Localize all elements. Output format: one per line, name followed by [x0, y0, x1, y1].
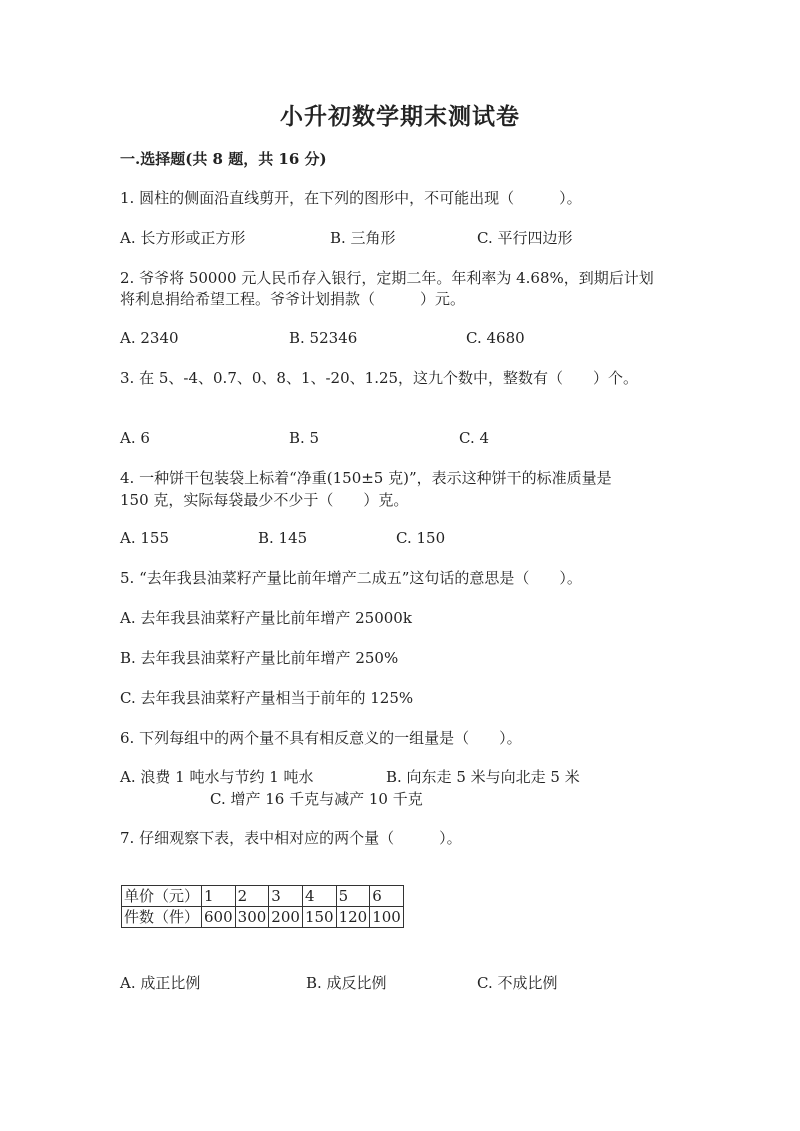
- table-row-header: 单价（元）: [122, 886, 202, 907]
- question-1-option-c: C. 平行四边形: [477, 229, 573, 247]
- table-row: [122, 907, 404, 928]
- question-4-option-a: A. 155: [120, 529, 169, 547]
- table-cell: 5: [336, 886, 370, 907]
- question-2-text-line-1: 2. 爷爷将 50000 元人民币存入银行，定期二年。年利率为 4.68%，到期后计划: [120, 269, 654, 287]
- question-3-option-b: B. 5: [289, 429, 320, 447]
- question-2-option-a: A. 2340: [120, 329, 179, 347]
- question-4-option-b: B. 145: [258, 529, 308, 547]
- section-heading: 一.选择题(共 8 题，共 16 分): [120, 150, 327, 168]
- table-cell: 6: [370, 886, 404, 907]
- question-5-option-c: C. 去年我县油菜籽产量相当于前年的 125%: [120, 689, 414, 707]
- price-quantity-table: [121, 885, 404, 928]
- table-cell: 120: [336, 907, 370, 928]
- question-2-text-line-2: 将利息捐给希望工程。爷爷计划捐款（ ）元。: [120, 290, 466, 308]
- table-cell: 600: [202, 907, 236, 928]
- question-4-text-line-2: 150 克，实际每袋最少不少于（ ）克。: [120, 491, 409, 509]
- table-row: [122, 886, 404, 907]
- table-cell: 150: [302, 907, 336, 928]
- question-6-option-a: A. 浪费 1 吨水与节约 1 吨水: [120, 768, 314, 786]
- table-cell: 300: [235, 907, 269, 928]
- question-7-text: 7. 仔细观察下表，表中相对应的两个量（ ）。: [120, 829, 462, 847]
- question-6-text: 6. 下列每组中的两个量不具有相反意义的一组量是（ ）。: [120, 729, 522, 747]
- table-cell: 4: [302, 886, 336, 907]
- question-1-text: 1. 圆柱的侧面沿直线剪开，在下列的图形中，不可能出现（ ）。: [120, 189, 582, 207]
- question-2-option-c: C. 4680: [466, 329, 525, 347]
- question-2-option-b: B. 52346: [289, 329, 358, 347]
- page-title: 小升初数学期末测试卷: [280, 103, 520, 130]
- question-1-option-a: A. 长方形或正方形: [120, 229, 246, 247]
- table-cell: 100: [370, 907, 404, 928]
- question-1-option-b: B. 三角形: [330, 229, 396, 247]
- table-cell: 1: [202, 886, 236, 907]
- table-row-header: 件数（件）: [122, 907, 202, 928]
- question-6-option-c: C. 增产 16 千克与减产 10 千克: [210, 790, 423, 808]
- table-cell: 2: [235, 886, 269, 907]
- question-5-option-b: B. 去年我县油菜籽产量比前年增产 250%: [120, 649, 399, 667]
- table-cell: 3: [269, 886, 303, 907]
- question-5-text: 5. “去年我县油菜籽产量比前年增产二成五”这句话的意思是（ ）。: [120, 569, 582, 587]
- question-3-text: 3. 在 5、-4、0.7、0、8、1、-20、1.25，这九个数中，整数有（ ）个。: [120, 369, 639, 387]
- question-7-option-c: C. 不成比例: [477, 974, 558, 992]
- question-7-option-a: A. 成正比例: [120, 974, 201, 992]
- question-4-option-c: C. 150: [396, 529, 446, 547]
- question-4-text-line-1: 4. 一种饼干包装袋上标着“净重(150±5 克)”，表示这种饼干的标准质量是: [120, 469, 612, 487]
- question-3-option-c: C. 4: [459, 429, 490, 447]
- question-7-option-b: B. 成反比例: [306, 974, 387, 992]
- question-5-option-a: A. 去年我县油菜籽产量比前年增产 25000k: [120, 609, 412, 627]
- table-cell: 200: [269, 907, 303, 928]
- question-6-option-b: B. 向东走 5 米与向北走 5 米: [386, 768, 580, 786]
- question-3-option-a: A. 6: [120, 429, 150, 447]
